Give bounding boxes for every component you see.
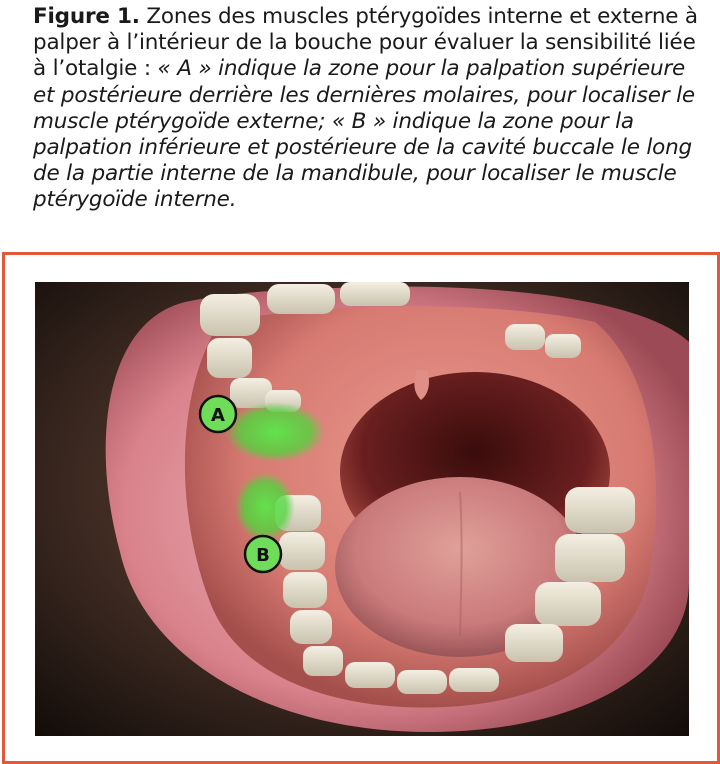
marker-b [245,536,281,572]
figure-caption [33,4,703,214]
caption-text: Zones des muscles ptérygoïdes interne et externe à palper à l’intérieur de la bouche pour évaluer la sensibilité liée à l’otalgie : [33,4,698,82]
figure-frame [2,252,720,764]
marker-a [200,396,236,432]
figure-label: Figure 1. [33,4,140,29]
zone-a-highlight [225,402,325,462]
zone-b-highlight [235,472,295,542]
mouth-illustration [35,282,689,736]
marker-b-label: B [256,545,270,566]
caption-italic-text: « A » indique la zone pour la palpation supérieure et postérieure derrière les dernières molaires, pour localiser le muscle ptérygoïde externe; « B » indique la zone pour la palpation inférieure et postérieure de la cavité buccale le long de la partie interne de la mandibule, pour localiser le muscle ptérygoïde interne. [33,56,695,213]
marker-a-label: A [211,405,225,426]
